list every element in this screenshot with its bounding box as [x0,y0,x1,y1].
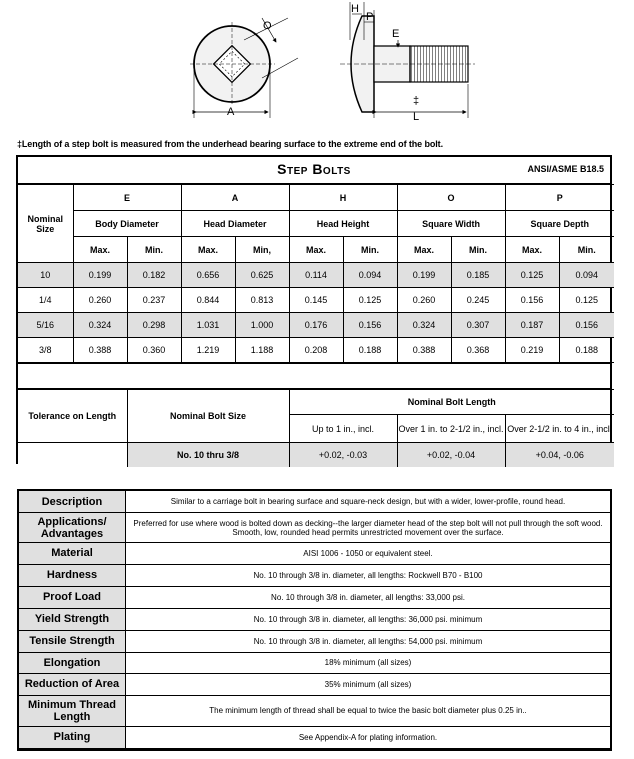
min-header: Min. [343,237,397,263]
value-cell: 1.031 [181,313,235,338]
length-range-1: Up to 1 in., incl. [289,415,397,443]
property-row [19,608,610,630]
bolt-length-header: Nominal Bolt Length [289,390,614,415]
value-cell: 0.360 [127,338,181,363]
o-dimension-label: O [263,20,272,32]
tolerance-value-1: +0.02, -0.03 [289,443,397,468]
value-cell: 1.188 [235,338,289,363]
value-cell: 0.188 [343,338,397,363]
value-cell: 1.000 [235,313,289,338]
tolerance-size-value: No. 10 thru 3/8 [127,443,289,468]
properties-table [17,489,612,751]
value-cell: 0.307 [451,313,505,338]
property-value: No. 10 through 3/8 in. diameter, all lengths: 33,000 psi. [126,586,611,608]
table-row [18,338,614,363]
property-name: Plating [19,726,126,748]
min-header: Min. [451,237,505,263]
value-cell: 0.176 [289,313,343,338]
length-range-2: Over 1 in. to 2-1/2 in., incl. [397,415,505,443]
property-value: Similar to a carriage bolt in bearing surface and square-neck design, but with a wider, lower-profile, round head. [126,491,611,513]
length-footnote: ‡Length of a step bolt is measured from the underhead bearing surface to the extreme end of the bolt. [17,139,443,149]
property-name: Description [19,491,126,513]
property-name: Material [19,542,126,564]
property-row [19,586,610,608]
col-name-head-diameter: Head Diameter [181,211,289,237]
max-header: Max. [397,237,451,263]
value-cell: 0.182 [127,263,181,288]
tolerance-label: Tolerance on Length [18,390,127,443]
step-bolt-drawing [0,0,634,135]
value-cell: 0.625 [235,263,289,288]
property-value: Preferred for use where wood is bolted down as decking--the larger diameter head of the step bolt will not pull through the soft wood. Smooth, low, rounded head permits unrestricted movement over the surface. [126,513,611,542]
col-name-square-depth: Square Depth [505,211,614,237]
e-dimension-label: E [392,28,400,40]
property-row [19,564,610,586]
value-cell: 0.245 [451,288,505,313]
a-dimension-label: A [227,106,235,118]
l-dimension-label: L [413,111,420,123]
property-row [19,673,610,695]
value-cell: 0.298 [127,313,181,338]
tolerance-blank-cell [18,443,127,468]
property-value: See Appendix-A for plating information. [126,726,611,748]
nominal-size-cell: 1/4 [18,288,73,313]
table-row [18,313,614,338]
table-title: Step Bolts [277,161,351,177]
property-value: No. 10 through 3/8 in. diameter, all lengths: 54,000 psi. minimum [126,630,611,652]
value-cell: 1.219 [181,338,235,363]
property-row [19,726,610,748]
value-cell: 0.125 [343,288,397,313]
value-cell: 0.368 [451,338,505,363]
value-cell: 0.114 [289,263,343,288]
spacer-row [18,363,610,389]
value-cell: 0.844 [181,288,235,313]
side-view [340,2,475,123]
nominal-size-cell: 3/8 [18,338,73,363]
property-value: 18% minimum (all sizes) [126,652,611,673]
max-header: Max. [181,237,235,263]
value-cell: 0.260 [397,288,451,313]
property-name: Yield Strength [19,608,126,630]
value-cell: 0.187 [505,313,559,338]
property-row [19,652,610,673]
value-cell: 0.208 [289,338,343,363]
nominal-size-cell: 10 [18,263,73,288]
max-header: Max. [289,237,343,263]
value-cell: 0.388 [397,338,451,363]
property-value: 35% minimum (all sizes) [126,673,611,695]
bolt-size-header: Nominal Bolt Size [127,390,289,443]
h-dimension-label: H [351,3,359,15]
table-row [18,288,614,313]
col-letter-o: O [397,185,505,211]
property-name: Tensile Strength [19,630,126,652]
value-cell: 0.156 [343,313,397,338]
property-name: Hardness [19,564,126,586]
p-dimension-label: P [366,11,374,23]
table-title-bar [18,157,610,184]
standard-label: ANSI/ASME B18.5 [527,164,604,174]
property-row [19,695,610,726]
value-cell: 0.324 [73,313,127,338]
value-cell: 0.324 [397,313,451,338]
property-row [19,542,610,564]
col-name-head-height: Head Height [289,211,397,237]
col-letter-h: H [289,185,397,211]
property-row [19,513,610,542]
tolerance-value-2: +0.02, -0.04 [397,443,505,468]
value-cell: 0.199 [73,263,127,288]
min-header: Min. [127,237,181,263]
property-name: Elongation [19,652,126,673]
col-name-body-diameter: Body Diameter [73,211,181,237]
property-row [19,630,610,652]
col-name-square-width: Square Width [397,211,505,237]
value-cell: 0.199 [397,263,451,288]
value-cell: 0.237 [127,288,181,313]
property-name: Applications/ Advantages [19,513,126,542]
tolerance-value-3: +0.04, -0.06 [505,443,614,468]
step-bolts-dimension-table [16,155,612,464]
value-cell: 0.656 [181,263,235,288]
property-value: AISI 1006 - 1050 or equivalent steel. [126,542,611,564]
max-header: Max. [73,237,127,263]
property-name: Minimum Thread Length [19,695,126,726]
property-value: No. 10 through 3/8 in. diameter, all lengths: 36,000 psi. minimum [126,608,611,630]
property-value: The minimum length of thread shall be equal to twice the basic bolt diameter plus 0.25 in.. [126,695,611,726]
property-name: Proof Load [19,586,126,608]
property-row [19,491,610,513]
dagger-mark: ‡ [413,95,420,107]
property-name: Reduction of Area [19,673,126,695]
value-cell: 0.188 [559,338,614,363]
col-letter-e: E [73,185,181,211]
value-cell: 0.125 [559,288,614,313]
value-cell: 0.094 [559,263,614,288]
value-cell: 0.388 [73,338,127,363]
min-header: Min. [559,237,614,263]
nominal-size-cell: 5/16 [18,313,73,338]
col-letter-p: P [505,185,614,211]
col-letter-a: A [181,185,289,211]
end-view [190,18,298,118]
max-header: Max. [505,237,559,263]
value-cell: 0.185 [451,263,505,288]
value-cell: 0.260 [73,288,127,313]
value-cell: 0.094 [343,263,397,288]
table-row [18,263,614,288]
value-cell: 0.813 [235,288,289,313]
min-header: Min, [235,237,289,263]
value-cell: 0.156 [505,288,559,313]
value-cell: 0.145 [289,288,343,313]
property-value: No. 10 through 3/8 in. diameter, all lengths: Rockwell B70 - B100 [126,564,611,586]
nominal-size-header: Nominal Size [18,185,73,263]
length-range-3: Over 2-1/2 in. to 4 in., incl. [505,415,614,443]
value-cell: 0.125 [505,263,559,288]
value-cell: 0.156 [559,313,614,338]
value-cell: 0.219 [505,338,559,363]
